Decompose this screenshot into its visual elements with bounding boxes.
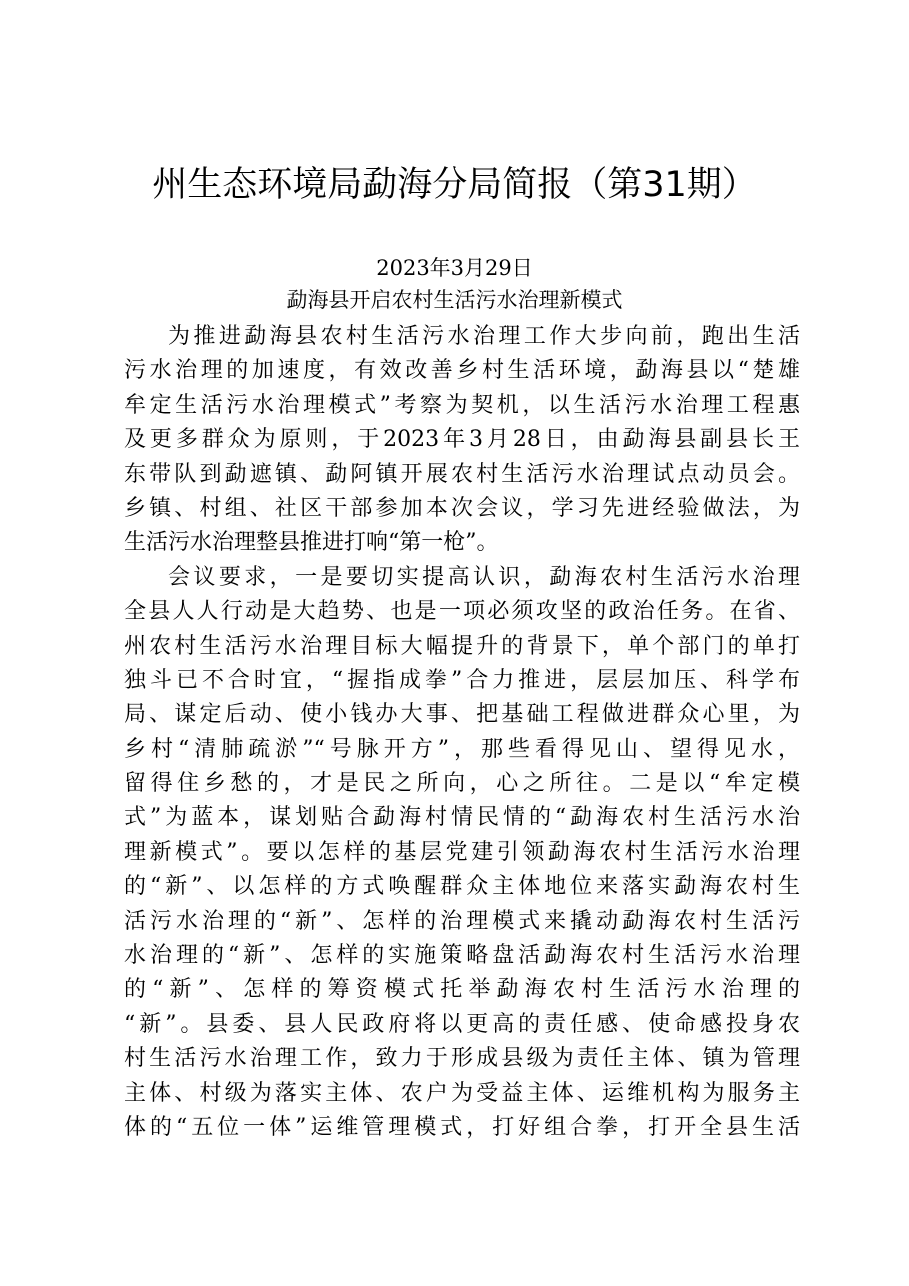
body-line: 水治理的“新”、怎样的实施策略盘活勐海农村生活污水治理 bbox=[124, 943, 800, 969]
body-line: 的“新”、怎样的筹资模式托举勐海农村生活污水治理的 bbox=[124, 977, 800, 1003]
article-body bbox=[124, 320, 800, 1145]
body-line: 式”为蓝本，谋划贴合勐海村情民情的“勐海农村生活污水治 bbox=[124, 805, 800, 831]
body-line: 会议要求，一是要切实提高认识，勐海农村生活污水治理 bbox=[168, 564, 800, 590]
body-line: 主体、村级为落实主体、农户为受益主体、运维机构为服务主 bbox=[124, 1080, 800, 1106]
document-title: 州生态环境局勐海分局简报（第31期） bbox=[152, 165, 757, 205]
body-line: 乡镇、村组、社区干部参加本次会议，学习先进经验做法，为 bbox=[124, 495, 800, 521]
body-line: 牟定生活污水治理模式”考察为契机，以生活污水治理工程惠 bbox=[124, 392, 800, 418]
body-line: 污水治理的加速度，有效改善乡村生活环境，勐海县以“楚雄 bbox=[124, 358, 800, 384]
body-line: 体的“五位一体”运维管理模式，打好组合拳，打开全县生活 bbox=[124, 1114, 800, 1140]
body-line: 州农村生活污水治理目标大幅提升的背景下，单个部门的单打 bbox=[124, 633, 800, 659]
body-line: 生活污水治理整县推进打响“第一枪”。 bbox=[124, 530, 499, 556]
body-line: 独斗已不合时宜，“握指成拳”合力推进，层层加压、科学布 bbox=[124, 667, 800, 693]
body-line: 全县人人行动是大趋势、也是一项必须攻坚的政治任务。在省、 bbox=[124, 599, 800, 625]
body-line: 局、谋定后动、使小钱办大事、把基础工程做进群众心里，为 bbox=[124, 702, 800, 728]
document-date: 2023年3月29日 bbox=[376, 256, 533, 280]
body-line: 的“新”、以怎样的方式唤醒群众主体地位来落实勐海农村生 bbox=[124, 874, 800, 900]
body-line: “新”。县委、县人民政府将以更高的责任感、使命感投身农 bbox=[124, 1011, 800, 1037]
body-line: 理新模式”。要以怎样的基层党建引领勐海农村生活污水治理 bbox=[124, 839, 800, 865]
body-line: 留得住乡愁的，才是民之所向，心之所往。二是以“牟定模 bbox=[124, 771, 800, 797]
body-line: 乡村“清肺疏淤”“号脉开方”，那些看得见山、望得见水， bbox=[124, 736, 800, 762]
body-line: 活污水治理的“新”、怎样的治理模式来撬动勐海农村生活污 bbox=[124, 908, 800, 934]
article-title: 勐海县开启农村生活污水治理新模式 bbox=[286, 288, 623, 312]
body-line: 及更多群众为原则，于2023年3月28日，由勐海县副县长王 bbox=[124, 427, 800, 453]
body-line: 村生活污水治理工作，致力于形成县级为责任主体、镇为管理 bbox=[124, 1046, 800, 1072]
body-line: 为推进勐海县农村生活污水治理工作大步向前，跑出生活 bbox=[168, 324, 800, 349]
body-line: 东带队到勐遮镇、勐阿镇开展农村生活污水治理试点动员会。 bbox=[124, 461, 800, 487]
